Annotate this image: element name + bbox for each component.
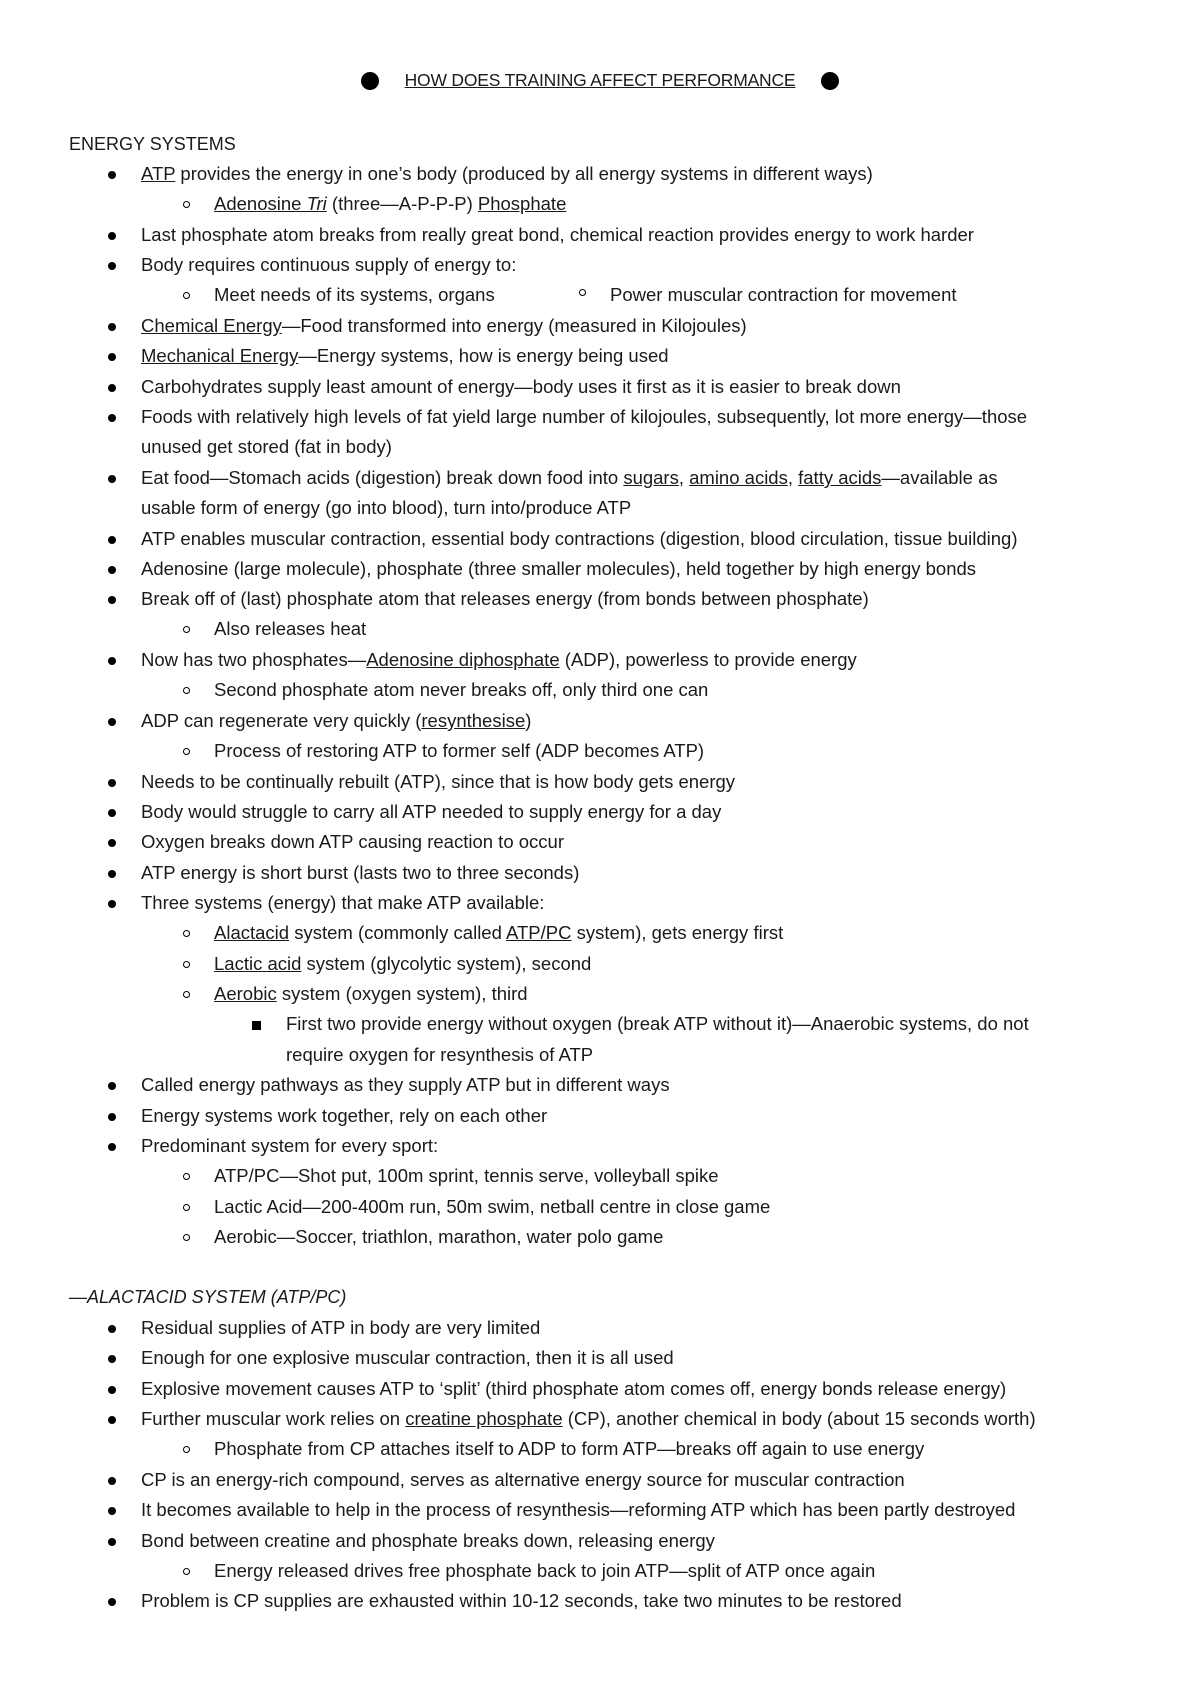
title-row bbox=[0, 70, 1200, 91]
bullet-icon bbox=[108, 1507, 116, 1515]
sub-bullet-icon bbox=[183, 626, 190, 633]
list-item: Also releases heat bbox=[214, 618, 367, 639]
list-item: ATP enables muscular contraction, essential body contractions (digestion, blood circulation, tissue building) bbox=[141, 528, 1018, 549]
sub-bullet-icon bbox=[183, 748, 190, 755]
sub-bullet-icon bbox=[183, 991, 190, 998]
sub-bullet-icon bbox=[579, 289, 586, 296]
sub-bullet-icon bbox=[183, 961, 190, 968]
list-item: Break off of (last) phosphate atom that releases energy (from bonds between phosphate) bbox=[141, 588, 869, 609]
list-item: Needs to be continually rebuilt (ATP), since that is how body gets energy bbox=[141, 771, 736, 792]
list-item-continuation: unused get stored (fat in body) bbox=[141, 436, 392, 457]
bullet-icon bbox=[108, 839, 116, 847]
list-item: Oxygen breaks down ATP causing reaction to occur bbox=[141, 831, 564, 852]
list-item: Mechanical Energy—Energy systems, how is energy being used bbox=[141, 345, 669, 366]
list-item: Last phosphate atom breaks from really great bond, chemical reaction provides energy to work harder bbox=[141, 224, 974, 245]
bullet-icon bbox=[108, 779, 116, 787]
bullet-icon bbox=[108, 1477, 116, 1485]
bullet-icon bbox=[108, 1143, 116, 1151]
bullet-icon bbox=[108, 1082, 116, 1090]
list-item: It becomes available to help in the process of resynthesis—reforming ATP which has been partly destroyed bbox=[141, 1499, 1016, 1520]
bullet-icon bbox=[108, 384, 116, 392]
bullet-icon bbox=[108, 475, 116, 483]
list-item: Lactic Acid—200-400m run, 50m swim, netball centre in close game bbox=[214, 1196, 771, 1217]
bullet-icon bbox=[108, 232, 116, 240]
sub-bullet-icon bbox=[183, 1568, 190, 1575]
bullet-icon bbox=[108, 262, 116, 270]
list-item: Foods with relatively high levels of fat yield large number of kilojoules, subsequently, lot more energy—those bbox=[141, 406, 1028, 427]
bullet-icon bbox=[108, 1538, 116, 1546]
list-item: Aerobic—Soccer, triathlon, marathon, water polo game bbox=[214, 1226, 664, 1247]
list-item: ATP provides the energy in one’s body (produced by all energy systems in different ways) bbox=[141, 163, 873, 184]
sub-bullet-icon bbox=[183, 1446, 190, 1453]
list-item: Adenosine (large molecule), phosphate (three smaller molecules), held together by high energy bonds bbox=[141, 558, 977, 579]
bullet-icon bbox=[108, 1598, 116, 1606]
bullet-icon bbox=[108, 414, 116, 422]
bullet-icon bbox=[108, 596, 116, 604]
list-item: Eat food—Stomach acids (digestion) break down food into sugars, amino acids, fatty acids—available as bbox=[141, 467, 998, 488]
bullet-icon bbox=[108, 718, 116, 726]
sub-bullet-icon bbox=[183, 1173, 190, 1180]
bullet-icon bbox=[108, 1113, 116, 1121]
bullet-icon bbox=[108, 566, 116, 574]
list-item: Carbohydrates supply least amount of energy—body uses it first as it is easier to break down bbox=[141, 376, 901, 397]
bullet-icon bbox=[108, 1416, 116, 1424]
bullet-icon bbox=[108, 323, 116, 331]
section-heading-alactacid: —ALACTACID SYSTEM (ATP/PC) bbox=[69, 1287, 347, 1307]
bullet-icon bbox=[108, 353, 116, 361]
list-item: Adenosine Tri (three—A-P-P-P) Phosphate bbox=[214, 193, 567, 214]
list-item: Called energy pathways as they supply ATP but in different ways bbox=[141, 1074, 670, 1095]
sub-sub-bullet-icon bbox=[252, 1021, 261, 1030]
list-item: Now has two phosphates—Adenosine diphosphate (ADP), powerless to provide energy bbox=[141, 649, 857, 670]
list-item: Process of restoring ATP to former self (ADP becomes ATP) bbox=[214, 740, 705, 761]
list-item: Body would struggle to carry all ATP needed to supply energy for a day bbox=[141, 801, 722, 822]
list-item: Further muscular work relies on creatine phosphate (CP), another chemical in body (about 15 seconds worth) bbox=[141, 1408, 1036, 1429]
bullet-icon bbox=[108, 1325, 116, 1333]
section-heading-energy-systems: ENERGY SYSTEMS bbox=[69, 134, 236, 154]
list-item: Phosphate from CP attaches itself to ADP to form ATP—breaks off again to use energy bbox=[214, 1438, 925, 1459]
bullet-icon bbox=[108, 536, 116, 544]
list-item: Predominant system for every sport: bbox=[141, 1135, 439, 1156]
list-item: Residual supplies of ATP in body are very limited bbox=[141, 1317, 541, 1338]
list-item: Second phosphate atom never breaks off, only third one can bbox=[214, 679, 709, 700]
bullet-icon bbox=[108, 809, 116, 817]
list-item-continuation: require oxygen for resynthesis of ATP bbox=[286, 1044, 594, 1065]
list-item: Body requires continuous supply of energy to: bbox=[141, 254, 517, 275]
list-item: Power muscular contraction for movement bbox=[610, 284, 957, 305]
bullet-icon bbox=[108, 657, 116, 665]
list-item: Alactacid system (commonly called ATP/PC system), gets energy first bbox=[214, 922, 784, 943]
list-item: CP is an energy-rich compound, serves as alternative energy source for muscular contraction bbox=[141, 1469, 905, 1490]
bullet-icon bbox=[108, 171, 116, 179]
sub-bullet-icon bbox=[183, 687, 190, 694]
list-item: Enough for one explosive muscular contraction, then it is all used bbox=[141, 1347, 674, 1368]
list-item: Chemical Energy—Food transformed into energy (measured in Kilojoules) bbox=[141, 315, 747, 336]
sub-bullet-icon bbox=[183, 1234, 190, 1241]
bullet-icon bbox=[108, 1386, 116, 1394]
bullet-icon bbox=[108, 1355, 116, 1363]
list-item: Explosive movement causes ATP to ‘split’ (third phosphate atom comes off, energy bonds release energy) bbox=[141, 1378, 1007, 1399]
list-item: First two provide energy without oxygen (break ATP without it)—Anaerobic systems, do not bbox=[286, 1013, 1029, 1034]
sub-bullet-icon bbox=[183, 1204, 190, 1211]
list-item: ADP can regenerate very quickly (resynthesise) bbox=[141, 710, 532, 731]
bullet-icon bbox=[108, 900, 116, 908]
list-item: Meet needs of its systems, organs bbox=[214, 284, 495, 305]
list-item: Problem is CP supplies are exhausted within 10-12 seconds, take two minutes to be restored bbox=[141, 1590, 902, 1611]
list-item: Energy released drives free phosphate back to join ATP—split of ATP once again bbox=[214, 1560, 876, 1581]
list-item: Energy systems work together, rely on each other bbox=[141, 1105, 548, 1126]
list-item: Bond between creatine and phosphate breaks down, releasing energy bbox=[141, 1530, 715, 1551]
sub-bullet-icon bbox=[183, 292, 190, 299]
list-item: ATP energy is short burst (lasts two to three seconds) bbox=[141, 862, 580, 883]
list-item: Aerobic system (oxygen system), third bbox=[214, 983, 528, 1004]
title-bullet-left-icon bbox=[361, 72, 379, 90]
list-item: Three systems (energy) that make ATP available: bbox=[141, 892, 545, 913]
sub-bullet-icon bbox=[183, 930, 190, 937]
list-item: ATP/PC—Shot put, 100m sprint, tennis serve, volleyball spike bbox=[214, 1165, 719, 1186]
page-title: HOW DOES TRAINING AFFECT PERFORMANCE bbox=[404, 70, 796, 90]
list-item: Lactic acid system (glycolytic system), second bbox=[214, 953, 592, 974]
title-bullet-right-icon bbox=[821, 72, 839, 90]
bullet-icon bbox=[108, 870, 116, 878]
sub-bullet-icon bbox=[183, 201, 190, 208]
list-item-continuation: usable form of energy (go into blood), turn into/produce ATP bbox=[141, 497, 632, 518]
